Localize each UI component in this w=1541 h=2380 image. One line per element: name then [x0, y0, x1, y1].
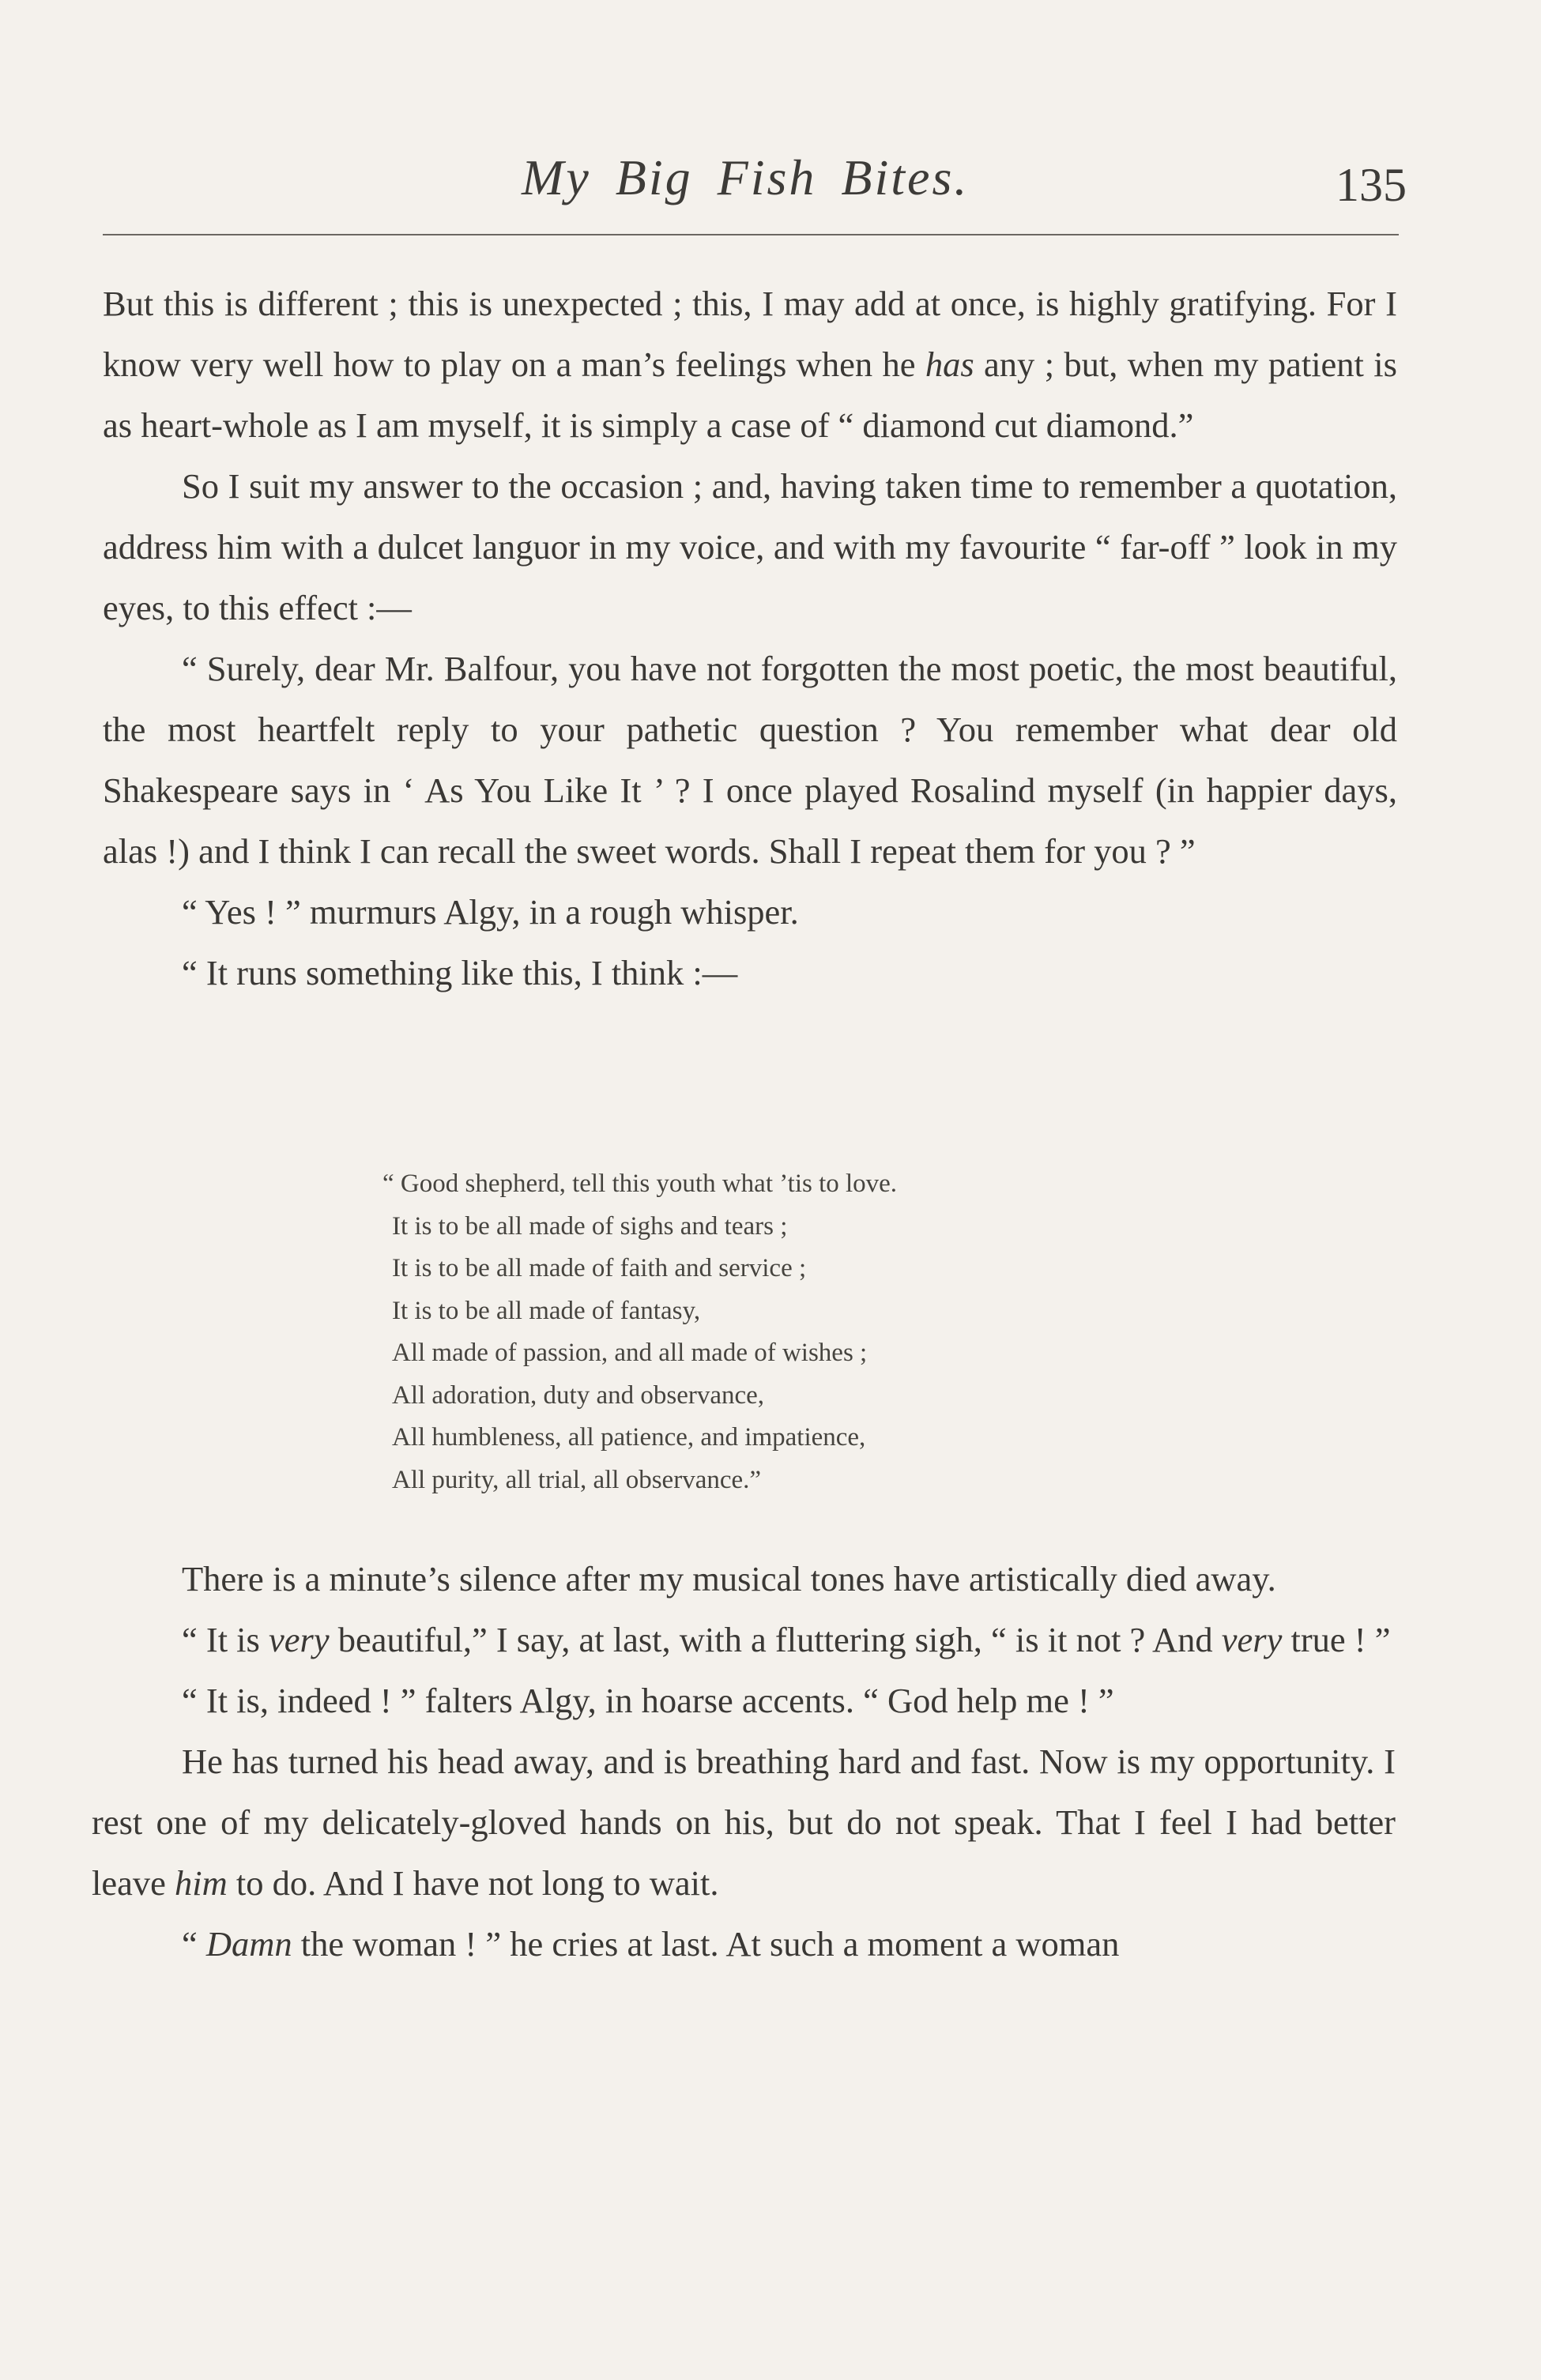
paragraph: [92, 1610, 1396, 1670]
verse-line: It is to be all made of sighs and tears ;: [392, 1211, 788, 1241]
paragraph: [92, 1549, 1396, 1610]
text-run: There is a minute’s silence after my musical tones have artistically died away.: [182, 1559, 1276, 1599]
text-run: to do. And I have not long to wait.: [227, 1863, 719, 1903]
paragraph: [103, 456, 1397, 638]
text-run: true ! ”: [1282, 1620, 1391, 1659]
verse-line: All humbleness, all patience, and impatience,: [392, 1423, 866, 1452]
page-number: 135: [1336, 159, 1407, 211]
running-title: My Big Fish Bites.: [522, 149, 970, 205]
body-text-lower: [92, 1549, 1396, 1975]
italic-text: very: [1221, 1620, 1283, 1659]
verse-line: All made of passion, and all made of wishes ;: [392, 1339, 868, 1367]
text-run: So I suit my answer to the occasion ; and, having taken time to remember a quotation, address him with a dulcet languor in my voice, and with my favourite “ far-off ” look in my eyes, to this effect :—: [103, 466, 1397, 627]
text-run: “ It runs something like this, I think :—: [182, 953, 738, 992]
italic-text: Damn: [205, 1924, 292, 1964]
text-run: any ; but, when my patient is as heart-whole as I am myself, it is simply a case of “ diamond cut diamond.”: [103, 345, 1397, 445]
paragraph: [103, 638, 1397, 882]
body-text-upper: [103, 273, 1397, 1004]
italic-text: has: [925, 345, 974, 384]
verse-line: It is to be all made of fantasy,: [392, 1296, 701, 1325]
italic-text: very: [269, 1620, 330, 1659]
text-run: the woman ! ” he cries at last. At such a moment a woman: [292, 1924, 1120, 1964]
verse-quotation: [382, 1163, 898, 1501]
text-run: beautiful,” I say, at last, with a fluttering sigh, “ is it not ? And: [329, 1620, 1222, 1659]
text-run: “ It is, indeed ! ” falters Algy, in hoarse accents. “ God help me ! ”: [182, 1681, 1114, 1720]
paragraph: [92, 1914, 1396, 1975]
verse-line: “ Good shepherd, tell this youth what ’tis to love.: [382, 1169, 898, 1198]
paragraph: [92, 1731, 1396, 1914]
italic-text: him: [175, 1863, 228, 1903]
text-run: He has turned his head away, and is breathing hard and fast. Now is my opportunity. I rest one of my delicately-gloved hands on his, but do not speak. That I feel I had better leave: [92, 1742, 1396, 1903]
paragraph: [92, 1670, 1396, 1731]
verse-line: It is to be all made of faith and service ;: [392, 1254, 807, 1282]
paragraph: [103, 273, 1397, 456]
verse-line: All purity, all trial, all observance.”: [392, 1465, 762, 1494]
running-head: [0, 149, 1541, 220]
text-run: But this is different ; this is unexpected ; this, I may add at once, is highly gratifying. For I know very well how to play on a man’s feelings when he: [103, 284, 1397, 384]
text-run: “ It is: [182, 1620, 269, 1659]
text-run: “: [182, 1924, 206, 1964]
header-rule: [103, 234, 1399, 235]
text-run: “ Yes ! ” murmurs Algy, in a rough whisper.: [182, 892, 799, 932]
paragraph: [103, 943, 1397, 1004]
text-run: “ Surely, dear Mr. Balfour, you have not forgotten the most poetic, the most beautiful, the most heartfelt reply to your pathetic question ? You remember what dear old Shakespeare says in ‘ As You Like It ’ ? I once played Rosalind myself (in happier days, alas !) and I think I can recall the sweet words. Shall I repeat them for you ? ”: [103, 649, 1397, 871]
paragraph: [103, 882, 1397, 943]
verse-line: All adoration, duty and observance,: [392, 1380, 765, 1410]
